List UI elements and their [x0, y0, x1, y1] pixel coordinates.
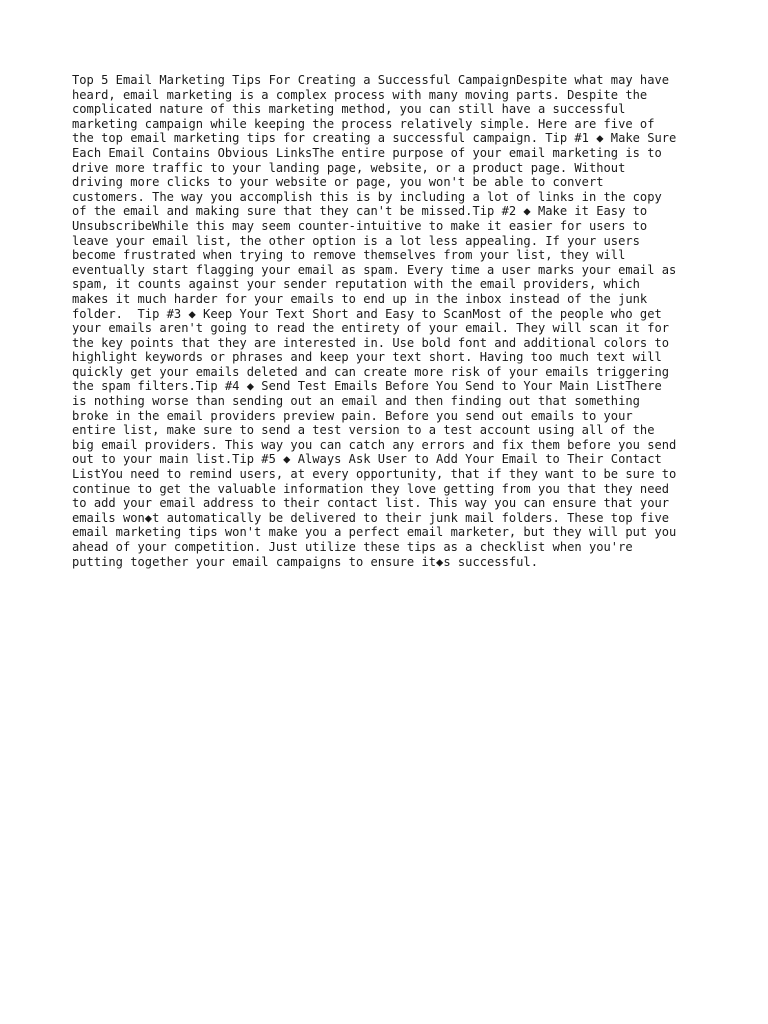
- text-line: ahead of your competition. Just utilize these tips as a checklist when you're: [72, 540, 633, 554]
- text-line: complicated nature of this marketing method, you can still have a successful: [72, 102, 626, 117]
- text-line: leave your email list, the other option is a lot less appealing. If your users: [72, 233, 640, 248]
- text-line: Top 5 Email Marketing Tips For Creating a Successful CampaignDespite what may have: [72, 73, 670, 87]
- text-line: driving more clicks to your website or page, you won't be able to convert: [72, 175, 604, 190]
- text-line: big email providers. This way you can catch any errors and fix them before you send: [72, 437, 677, 452]
- text-line: is nothing worse than sending out an email and then finding out that something: [72, 394, 640, 409]
- text-line: folder. Tip #3 ◆ Keep Your Text Short and Easy to ScanMost of the people who get: [72, 306, 662, 321]
- text-line: emails won◆t automatically be delivered to their junk mail folders. These top five: [72, 510, 670, 525]
- text-line: continue to get the valuable information they love getting from you that they need: [72, 481, 670, 496]
- text-line: entire list, make sure to send a test version to a test account using all of the: [72, 423, 655, 438]
- text-line: become frustrated when trying to remove themselves from your list, they will: [72, 248, 626, 263]
- text-line: the top email marketing tips for creating a successful campaign. Tip #1 ◆ Make Sure: [72, 131, 677, 146]
- text-line: ListYou need to remind users, at every opportunity, that if they want to be sure to: [72, 467, 677, 482]
- text-line: highlight keywords or phrases and keep your text short. Having too much text will: [72, 350, 662, 365]
- text-line: your emails aren't going to read the entirety of your email. They will scan it for: [72, 321, 670, 336]
- text-line: the spam filters.Tip #4 ◆ Send Test Emails Before You Send to Your Main ListThere: [72, 379, 662, 394]
- text-line: broke in the email providers preview pain. Before you send out emails to your: [72, 408, 633, 423]
- text-line: Each Email Contains Obvious LinksThe entire purpose of your email marketing is to: [72, 145, 662, 160]
- text-line: customers. The way you accomplish this is by including a lot of links in the copy: [72, 189, 662, 204]
- text-line: quickly get your emails deleted and can create more risk of your emails triggering: [72, 364, 670, 379]
- text-line: of the email and making sure that they can't be missed.Tip #2 ◆ Make it Easy to: [72, 204, 648, 219]
- text-line: the key points that they are interested in. Use bold font and additional colors to: [72, 335, 670, 350]
- text-line: heard, email marketing is a complex process with many moving parts. Despite the: [72, 87, 648, 102]
- text-line: spam, it counts against your sender reputation with the email providers, which: [72, 277, 640, 292]
- text-line: makes it much harder for your emails to end up in the inbox instead of the junk: [72, 291, 648, 306]
- text-line: UnsubscribeWhile this may seem counter-intuitive to make it easier for users to: [72, 218, 648, 233]
- text-line: marketing campaign while keeping the process relatively simple. Here are five of: [72, 116, 655, 131]
- text-line: to add your email address to their contact list. This way you can ensure that your: [72, 496, 670, 511]
- text-line: eventually start flagging your email as spam. Every time a user marks your email as: [72, 262, 677, 277]
- text-line: drive more traffic to your landing page, website, or a product page. Without: [72, 160, 626, 175]
- document-body-text: [72, 73, 712, 569]
- text-line: out to your main list.Tip #5 ◆ Always Ask User to Add Your Email to Their Contact: [72, 452, 662, 467]
- text-line: email marketing tips won't make you a perfect email marketer, but they will put you: [72, 525, 677, 540]
- text-line: putting together your email campaigns to ensure it◆s successful.: [72, 554, 538, 569]
